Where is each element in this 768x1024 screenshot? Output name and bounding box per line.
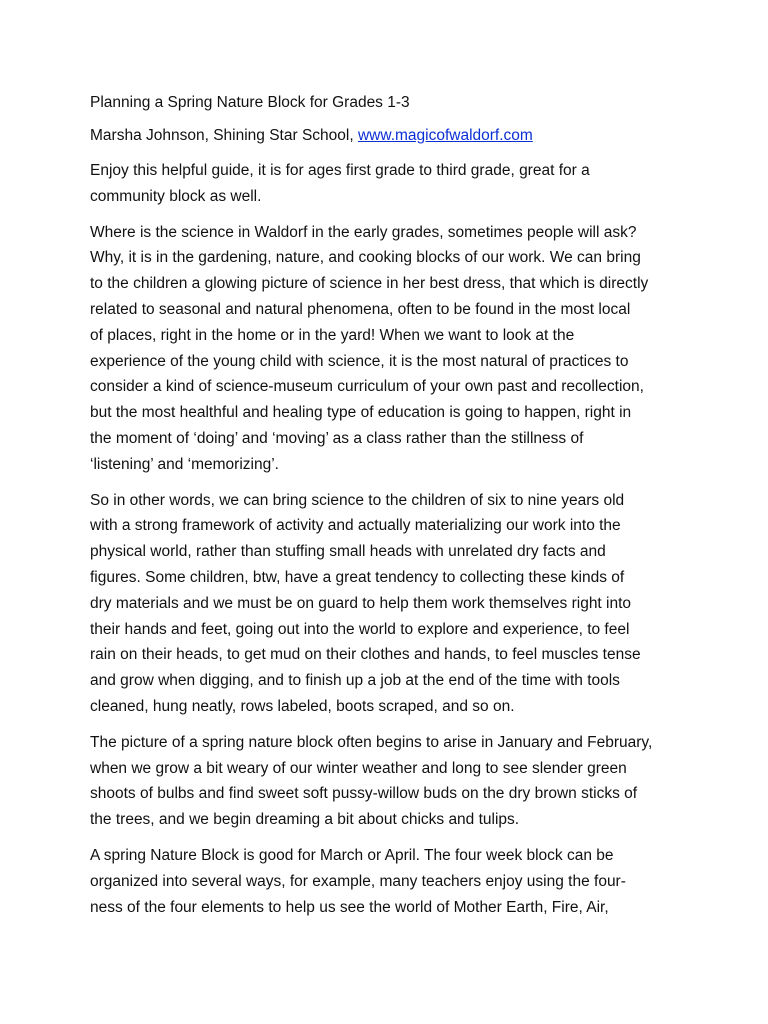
text-line: the trees, and we begin dreaming a bit about chicks and tulips. bbox=[90, 811, 520, 829]
text-line: Why, it is in the gardening, nature, and cooking blocks of our work. We can bring bbox=[90, 249, 641, 267]
text-line: and grow when digging, and to finish up a job at the end of the time with tools bbox=[90, 672, 620, 690]
text-line: but the most healthful and healing type of education is going to happen, right in bbox=[90, 404, 632, 422]
text-line: experience of the young child with science, it is the most natural of practices to bbox=[90, 352, 629, 370]
text-line: of places, right in the home or in the yard! When we want to look at the bbox=[90, 326, 575, 344]
author-line bbox=[90, 125, 690, 147]
text-line: So in other words, we can bring science to the children of six to nine years old bbox=[90, 491, 625, 509]
text-line: shoots of bulbs and find sweet soft pussy-willow buds on the dry brown sticks of bbox=[90, 785, 638, 803]
text-line: community block as well. bbox=[90, 187, 262, 205]
text-line: Where is the science in Waldorf in the early grades, sometimes people will ask? bbox=[90, 223, 637, 241]
text-line: ‘listening’ and ‘memorizing’. bbox=[90, 455, 279, 473]
paragraph bbox=[90, 730, 690, 833]
document-page bbox=[90, 92, 690, 930]
text-line: dry materials and we must be on guard to help them work themselves right into bbox=[90, 594, 632, 612]
body-text bbox=[90, 158, 690, 920]
text-line: physical world, rather than stuffing small heads with unrelated dry facts and bbox=[90, 543, 606, 561]
text-line: their hands and feet, going out into the world to explore and experience, to feel bbox=[90, 620, 630, 638]
text-line: consider a kind of science-museum curriculum of your own past and recollection, bbox=[90, 378, 644, 396]
website-link[interactable]: www.magicofwaldorf.com bbox=[357, 127, 533, 144]
text-line: to the children a glowing picture of science in her best dress, that which is directly bbox=[90, 275, 649, 293]
text-line: cleaned, hung neatly, rows labeled, boots scraped, and so on. bbox=[90, 697, 515, 715]
text-line: figures. Some children, btw, have a great tendency to collecting these kinds of bbox=[90, 568, 625, 586]
author-text: Marsha Johnson, Shining Star School, bbox=[90, 127, 358, 144]
paragraph bbox=[90, 488, 690, 720]
text-line: when we grow a bit weary of our winter weather and long to see slender green bbox=[90, 759, 627, 777]
paragraph bbox=[90, 843, 690, 920]
document-title: Planning a Spring Nature Block for Grades 1-3 bbox=[90, 94, 410, 111]
text-line: Enjoy this helpful guide, it is for ages first grade to third grade, great for a bbox=[90, 162, 590, 179]
text-line: the moment of ‘doing’ and ‘moving’ as a class rather than the stillness of bbox=[90, 429, 584, 447]
text-line: A spring Nature Block is good for March or April. The four week block can be bbox=[90, 846, 614, 864]
text-line: rain on their heads, to get mud on their clothes and hands, to feel muscles tense bbox=[90, 646, 641, 664]
text-line: organized into several ways, for example, many teachers enjoy using the four- bbox=[90, 872, 626, 890]
text-line: with a strong framework of activity and actually materializing our work into the bbox=[90, 517, 621, 535]
text-line: ness of the four elements to help us see the world of Mother Earth, Fire, Air, bbox=[90, 898, 609, 916]
text-line: The picture of a spring nature block often begins to arise in January and February, bbox=[90, 733, 653, 751]
text-line: related to seasonal and natural phenomena, often to be found in the most local bbox=[90, 300, 631, 318]
paragraph bbox=[90, 158, 690, 210]
paragraph bbox=[90, 220, 690, 478]
